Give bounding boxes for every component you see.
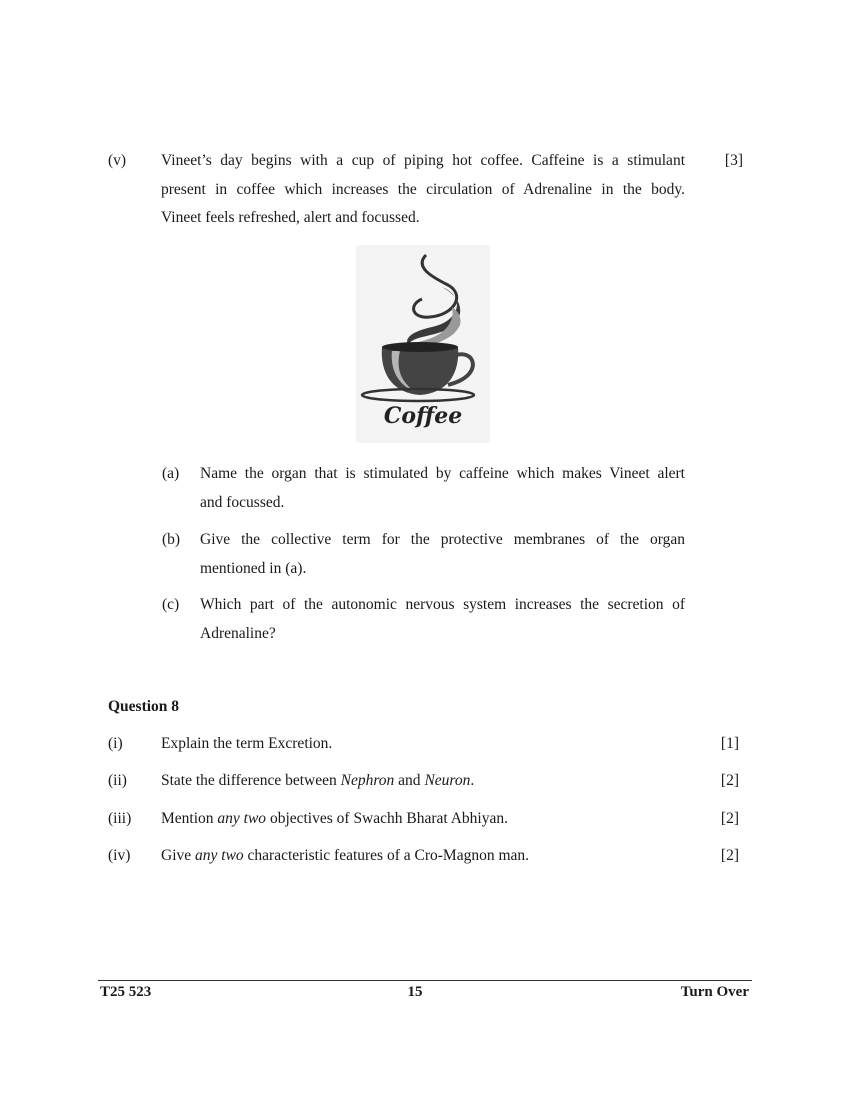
q8-iv-number: (iv): [108, 847, 131, 864]
coffee-caption: Coffee: [383, 403, 463, 429]
steam-swirl: [414, 255, 457, 317]
q8-ii-text-part: .: [470, 772, 475, 789]
q8-iv-text-part: Give: [161, 847, 196, 864]
q8-iv-marks: [2]: [720, 847, 739, 864]
q8-iv-text: [161, 847, 529, 865]
q8-ii-text-part: State the difference between: [161, 772, 341, 789]
q7v-subpart-a-label: (a): [162, 465, 180, 482]
footer-turn-over: Turn Over: [680, 984, 749, 1000]
q7v-marks: [3]: [724, 152, 743, 169]
footer-paper-code: T25 523: [100, 984, 152, 1000]
q8-i-text-part: Explain the term Excretion.: [161, 735, 333, 752]
question-8-heading: Question 8: [108, 698, 180, 715]
q8-i-number: (i): [108, 735, 123, 752]
q7v-subpart-c-label: (c): [162, 596, 180, 613]
q8-ii-text-part: and: [394, 772, 425, 789]
q7v-stem-line-1: Vineet’s day begins with a cup of piping hot coffee. Caffeine is a stimulant: [161, 152, 685, 169]
q7v-number: (v): [108, 152, 127, 169]
q8-ii-text: [161, 772, 474, 790]
q7v-subpart-c-line-1: Which part of the autonomic nervous system increases the secretion of: [200, 596, 685, 613]
q8-i-text: [161, 735, 332, 753]
q7v-stem-line-2: present in coffee which increases the circulation of Adrenaline in the body.: [161, 180, 685, 198]
q8-iii-text: [161, 810, 508, 828]
q7v-stem-line-3: Vineet feels refreshed, alert and focussed.: [161, 209, 420, 226]
q7v-subpart-a-line-1: Name the organ that is stimulated by caffeine which makes Vineet alert: [200, 465, 685, 482]
q7v-subpart-b: [200, 526, 685, 583]
coffee-illustration: [356, 245, 490, 443]
q8-ii-marks: [2]: [720, 772, 739, 789]
q7v-subpart-a: [200, 460, 685, 517]
q8-iv-text-part: characteristic features of a Cro-Magnon man.: [243, 847, 530, 864]
q8-iii-text-part: objectives of Swachh Bharat Abhiyan.: [266, 810, 508, 827]
emphasis-any-two: any two: [217, 810, 267, 827]
q7v-subpart-b-label: (b): [162, 531, 181, 548]
term-nephron: Nephron: [340, 772, 395, 789]
cup-rim: [382, 342, 458, 352]
footer-page-number: 15: [407, 984, 423, 1000]
footer-divider: [98, 980, 752, 981]
q7v-stem: [161, 147, 685, 233]
q7v-subpart-b-line-2: mentioned in (a).: [200, 559, 307, 577]
q7v-subpart-a-line-2: and focussed.: [200, 493, 285, 511]
q8-i-marks: [1]: [720, 735, 739, 752]
q8-iii-text-part: Mention: [161, 810, 218, 827]
q8-ii-number: (ii): [108, 772, 127, 789]
q8-iii-number: (iii): [108, 810, 132, 827]
q7v-subpart-c: [200, 591, 685, 648]
term-neuron: Neuron: [424, 772, 471, 789]
q7v-subpart-b-line-1: Give the collective term for the protective membranes of the organ: [200, 531, 685, 548]
emphasis-any-two: any two: [195, 847, 244, 864]
q8-iii-marks: [2]: [720, 810, 739, 827]
q7v-subpart-c-line-2: Adrenaline?: [200, 624, 276, 642]
